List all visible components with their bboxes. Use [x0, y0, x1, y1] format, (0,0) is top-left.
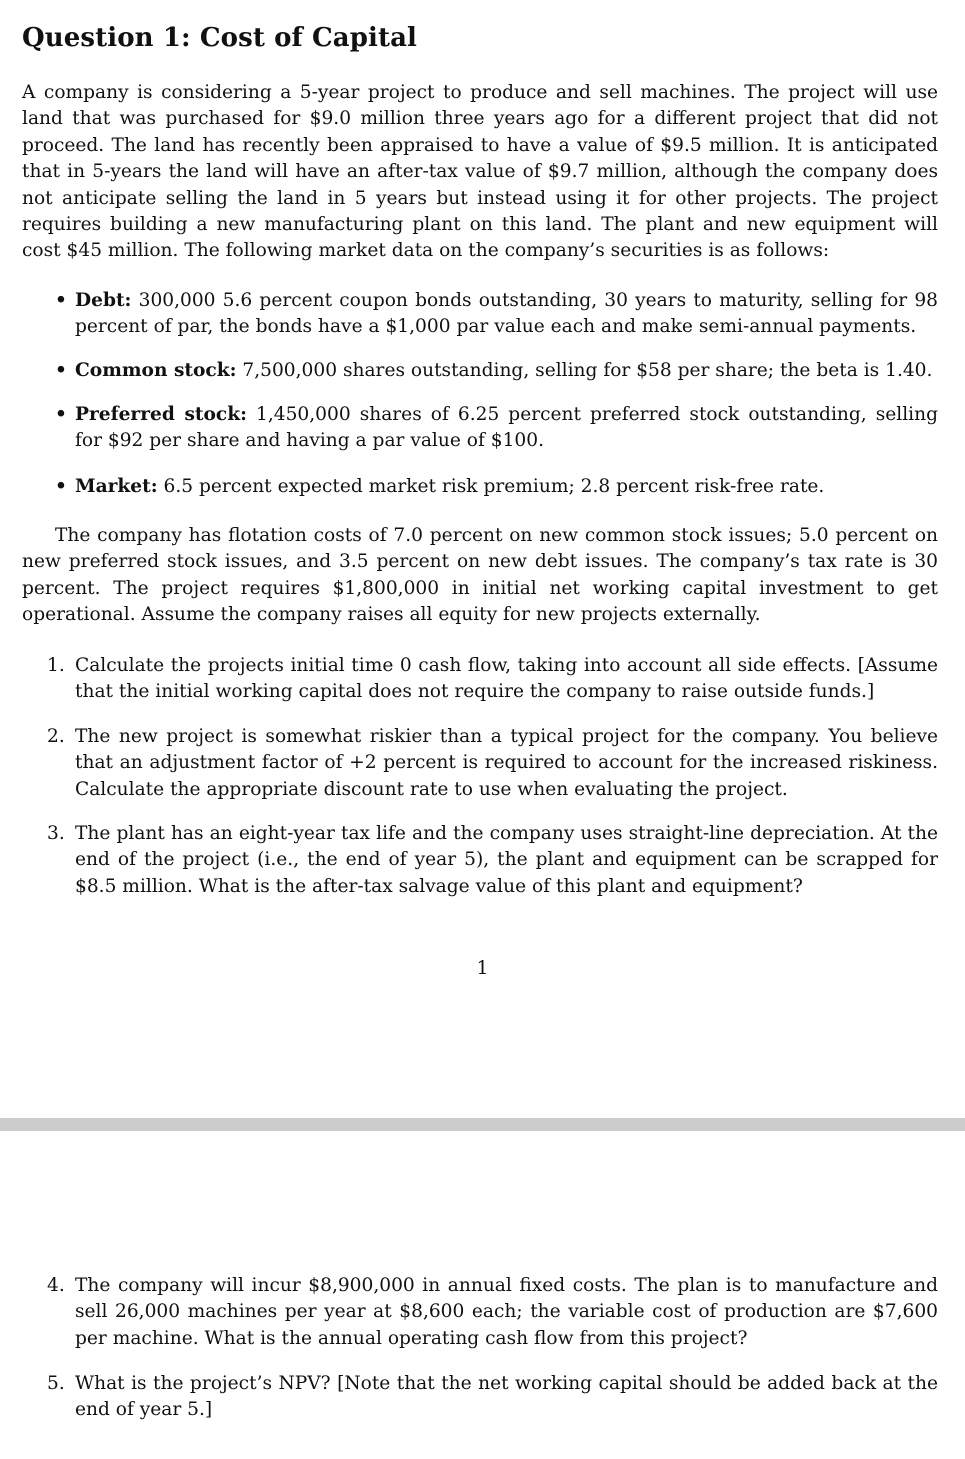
- question-item-4: [47, 1273, 938, 1352]
- intro-paragraph: A company is considering a 5-year project to produce and sell machines. The project will use land that was purchased for $9.0 million three years ago for a different project that did not proceed. The land has recently been appraised to have a value of $9.5 million. It is anticipated that in 5-years the land will have an after-tax value of $9.7 million, although the company does not anticipate selling the land in 5 years but instead using it for other projects. The project requires building a new manufacturing plant on this land. The plant and new equipment will cost $45 million. The following market data on the company’s securities is as follows:: [22, 82, 938, 262]
- bullet-dot-icon: •: [55, 290, 67, 311]
- question-title: Question 1: Cost of Capital: [22, 23, 417, 53]
- bullet-text: 300,000 5.6 percent coupon bonds outstanding, 30 years to maturity, selling for 98 percent of par, the bonds have a $1,000 par value each and make semi-annual payments.: [75, 290, 938, 338]
- bullet-debt: [55, 288, 938, 341]
- bullet-label: Market:: [75, 476, 158, 497]
- bullet-text: 7,500,000 shares outstanding, selling for $58 per share; the beta is 1.40.: [242, 360, 933, 381]
- bullet-label: Common stock:: [75, 360, 237, 381]
- bullet-dot-icon: •: [55, 476, 67, 497]
- question-text: The company will incur $8,900,000 in annual fixed costs. The plan is to manufacture and sell 26,000 machines per year at $8,600 each; the variable cost of production are $7,600 per machine. What is the annual operating cash flow from this project?: [75, 1275, 938, 1349]
- bullet-dot-icon: •: [55, 404, 67, 425]
- question-item-1: [47, 653, 938, 706]
- bullet-label: Preferred stock:: [75, 404, 247, 425]
- question-text: What is the project’s NPV? [Note that the net working capital should be added back at the end of year 5.]: [75, 1373, 938, 1421]
- bullet-preferred-stock: [55, 402, 938, 455]
- question-number: 2.: [47, 726, 65, 747]
- question-text: The new project is somewhat riskier than a typical project for the company. You believe that an adjustment factor of +2 percent is required to account for the increased riskiness. Calculate the appropriate discount rate to use when evaluating the project.: [75, 726, 938, 800]
- question-number: 4.: [47, 1275, 65, 1296]
- document-page-2: [0, 1131, 965, 1459]
- question-number: 5.: [47, 1373, 65, 1394]
- bullet-market: [55, 474, 938, 500]
- question-item-3: [47, 821, 938, 900]
- page-separator: [0, 1118, 965, 1131]
- bullet-common-stock: [55, 358, 938, 384]
- question-text: Calculate the projects initial time 0 cash flow, taking into account all side effects. [Assume that the initial working capital does not require the company to raise outside funds.]: [75, 655, 938, 703]
- question-item-2: [47, 724, 938, 803]
- question-text: The plant has an eight-year tax life and the company uses straight-line depreciation. At the end of the project (i.e., the end of year 5), the plant and equipment can be scrapped for $8.5 million. What is the after-tax salvage value of this plant and equipment?: [75, 823, 938, 897]
- assumptions-paragraph: The company has flotation costs of 7.0 percent on new common stock issues; 5.0 percent on new preferred stock issues, and 3.5 percent on new debt issues. The company’s tax rate is 30 percent. The project requires $1,800,000 in initial net working capital investment to get operational. Assume the company raises all equity for new projects externally.: [22, 525, 938, 626]
- bullet-dot-icon: •: [55, 360, 67, 381]
- bullet-label: Debt:: [75, 290, 132, 311]
- bullet-text: 6.5 percent expected market risk premium; 2.8 percent risk-free rate.: [163, 476, 825, 497]
- question-number: 3.: [47, 823, 65, 844]
- question-number: 1.: [47, 655, 65, 676]
- bullet-text: 1,450,000 shares of 6.25 percent preferred stock outstanding, selling for $92 per share and having a par value of $100.: [75, 404, 938, 452]
- question-item-5: [47, 1371, 938, 1424]
- page-number: 1: [476, 958, 489, 979]
